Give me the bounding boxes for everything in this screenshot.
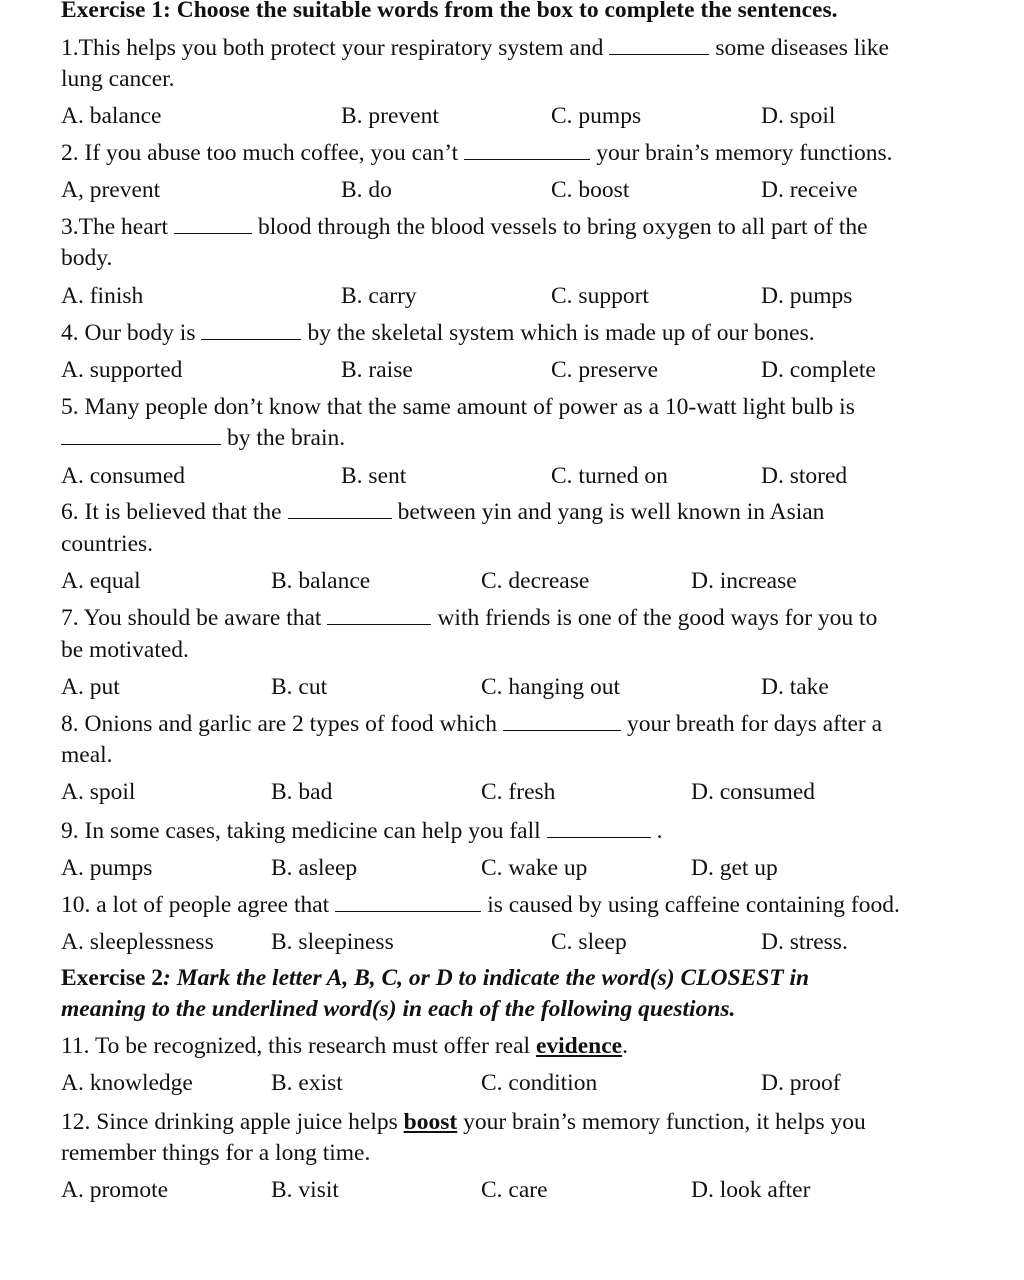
answer-blank[interactable] xyxy=(201,319,301,340)
q6-option-c[interactable]: C. decrease xyxy=(481,568,590,594)
question-11-line-1: 11. To be recognized, this research must offer real evidence. xyxy=(61,1033,628,1059)
answer-blank[interactable] xyxy=(335,891,481,912)
q7-option-b[interactable]: B. cut xyxy=(271,674,328,700)
question-10-line-1: 10. a lot of people agree that is caused by using caffeine containing food. xyxy=(61,892,900,918)
underlined-word: boost xyxy=(403,1109,458,1135)
question-7-line-2: be motivated. xyxy=(61,637,189,663)
question-6-line-2: countries. xyxy=(61,531,154,557)
q5-option-a[interactable]: A. consumed xyxy=(61,463,186,489)
answer-blank[interactable] xyxy=(327,604,431,625)
q11-option-d[interactable]: D. proof xyxy=(761,1070,841,1096)
q8-option-a[interactable]: A. spoil xyxy=(61,779,136,805)
q3-option-c[interactable]: C. support xyxy=(551,283,649,309)
q7-option-d[interactable]: D. take xyxy=(761,674,829,700)
q7-option-c[interactable]: C. hanging out xyxy=(481,674,621,700)
q7-option-a[interactable]: A. put xyxy=(61,674,120,700)
q4-option-b[interactable]: B. raise xyxy=(341,357,413,383)
q9-option-d[interactable]: D. get up xyxy=(691,855,778,881)
q12-option-c[interactable]: C. care xyxy=(481,1177,548,1203)
exercise-1-title: Exercise 1: Choose the suitable words from the box to complete the sentences. xyxy=(61,0,838,23)
q8-option-c[interactable]: C. fresh xyxy=(481,779,556,805)
q11-option-a[interactable]: A. knowledge xyxy=(61,1070,193,1096)
answer-blank[interactable] xyxy=(547,817,651,838)
q5-option-d[interactable]: D. stored xyxy=(761,463,848,489)
underlined-word: evidence xyxy=(535,1033,623,1059)
q12-option-d[interactable]: D. look after xyxy=(691,1177,811,1203)
q8-option-d[interactable]: D. consumed xyxy=(691,779,816,805)
q12-option-a[interactable]: A. promote xyxy=(61,1177,169,1203)
question-4-line-1: 4. Our body is by the skeletal system which is made up of our bones. xyxy=(61,320,815,346)
q9-option-a[interactable]: A. pumps xyxy=(61,855,153,881)
question-12-line-2: remember things for a long time. xyxy=(61,1140,371,1166)
question-9-line-1: 9. In some cases, taking medicine can help you fall . xyxy=(61,818,663,844)
q10-option-c[interactable]: C. sleep xyxy=(551,929,627,955)
q5-option-b[interactable]: B. sent xyxy=(341,463,407,489)
q6-option-b[interactable]: B. balance xyxy=(271,568,371,594)
answer-blank[interactable] xyxy=(609,34,709,55)
q1-option-d[interactable]: D. spoil xyxy=(761,103,836,129)
q3-option-d[interactable]: D. pumps xyxy=(761,283,853,309)
q3-option-b[interactable]: B. carry xyxy=(341,283,417,309)
q3-option-a[interactable]: A. finish xyxy=(61,283,144,309)
q12-option-b[interactable]: B. visit xyxy=(271,1177,339,1203)
q8-option-b[interactable]: B. bad xyxy=(271,779,333,805)
q2-option-b[interactable]: B. do xyxy=(341,177,392,203)
answer-blank[interactable] xyxy=(464,139,590,160)
answer-blank[interactable] xyxy=(503,710,621,731)
question-7-line-1: 7. You should be aware that with friends is one of the good ways for you to xyxy=(61,605,878,631)
question-5-line-2: by the brain. xyxy=(61,424,345,452)
question-12-line-1: 12. Since drinking apple juice helps boost your brain’s memory function, it helps you xyxy=(61,1109,866,1135)
exercise-2-title-line-1: Exercise 2: Mark the letter A, B, C, or D to indicate the word(s) CLOSEST in xyxy=(61,965,810,991)
q1-option-c[interactable]: C. pumps xyxy=(551,103,642,129)
q4-option-d[interactable]: D. complete xyxy=(761,357,876,383)
question-1-line-1: 1.This helps you both protect your respiratory system and some diseases like xyxy=(61,35,889,61)
answer-blank[interactable] xyxy=(61,424,221,445)
question-3-line-2: body. xyxy=(61,245,113,271)
question-6-line-1: 6. It is believed that the between yin and yang is well known in Asian xyxy=(61,499,825,525)
question-1-line-2: lung cancer. xyxy=(61,66,175,92)
q11-option-c[interactable]: C. condition xyxy=(481,1070,598,1096)
answer-blank[interactable] xyxy=(288,498,392,519)
question-8-line-1: 8. Onions and garlic are 2 types of food which your breath for days after a xyxy=(61,711,883,737)
question-2-line-1: 2. If you abuse too much coffee, you can’t your brain’s memory functions. xyxy=(61,140,893,166)
q11-option-b[interactable]: B. exist xyxy=(271,1070,343,1096)
q2-option-a[interactable]: A, prevent xyxy=(61,177,161,203)
q6-option-d[interactable]: D. increase xyxy=(691,568,797,594)
q9-option-c[interactable]: C. wake up xyxy=(481,855,588,881)
q10-option-a[interactable]: A. sleeplessness xyxy=(61,929,214,955)
q1-option-b[interactable]: B. prevent xyxy=(341,103,439,129)
q10-option-d[interactable]: D. stress. xyxy=(761,929,848,955)
q2-option-d[interactable]: D. receive xyxy=(761,177,858,203)
q4-option-a[interactable]: A. supported xyxy=(61,357,183,383)
q1-option-a[interactable]: A. balance xyxy=(61,103,162,129)
exercise-2-title-line-2: meaning to the underlined word(s) in each of the following questions. xyxy=(61,996,736,1022)
q9-option-b[interactable]: B. asleep xyxy=(271,855,358,881)
question-3-line-1: 3.The heart blood through the blood vessels to bring oxygen to all part of the xyxy=(61,214,868,240)
question-8-line-2: meal. xyxy=(61,742,113,768)
q6-option-a[interactable]: A. equal xyxy=(61,568,141,594)
q2-option-c[interactable]: C. boost xyxy=(551,177,630,203)
question-5-line-1: 5. Many people don’t know that the same amount of power as a 10-watt light bulb is xyxy=(61,394,855,420)
answer-blank[interactable] xyxy=(174,213,252,234)
q5-option-c[interactable]: C. turned on xyxy=(551,463,668,489)
q4-option-c[interactable]: C. preserve xyxy=(551,357,659,383)
q10-option-b[interactable]: B. sleepiness xyxy=(271,929,394,955)
